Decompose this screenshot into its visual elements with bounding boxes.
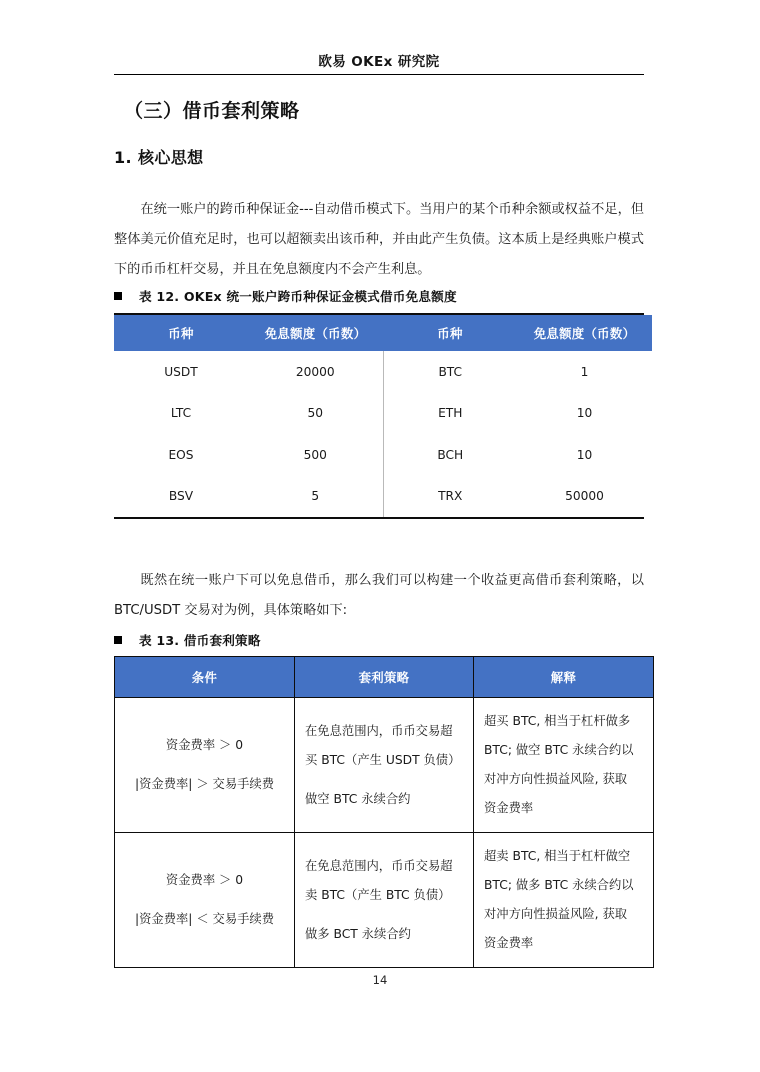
table-12-cell-2-1: 500 [303,447,327,462]
strategy-line: 在免息范围内，币币交易超 [305,723,453,738]
explanation-line: BTC; 做多 BTC 永续合约以 [484,878,634,892]
explanation-line: 资金费率 [484,936,534,950]
table-12-cell-3-3: 50000 [565,489,604,504]
table-12 [114,315,652,517]
explanation-line: 资金费率 [484,801,534,815]
body-paragraph-2: 既然在统一账户下可以免息借币，那么我们可以构建一个收益更高借币套利策略，以 BTC/USDT 交易对为例，具体策略如下: [114,573,644,619]
table-12-col-header-0: 币种 [114,315,248,351]
table-13-header-row [115,657,654,698]
table-12-cell-1-1: 50 [307,406,323,421]
table-13-condition-cell-1 [115,833,295,968]
page-number: 14 [372,973,388,987]
header-rule [114,74,644,75]
explanation-line: 对冲方向性损益风险, 获取 [484,907,628,921]
table-12-cell-2-2: BCH [383,434,517,476]
table-12-cell-1-0: LTC [170,406,192,421]
table-12-cell-0-1: 20000 [295,364,335,379]
subsection-heading: 1. 核心思想 [114,148,204,167]
table-13-head [115,657,654,698]
table-row [114,434,652,476]
table-12-cell-0-2: BTC [383,351,517,393]
table-row [115,698,654,833]
square-bullet-icon [114,292,122,300]
explanation-line: 超买 BTC, 相当于杠杆做多 [484,714,631,728]
table-12-body [114,351,652,517]
explanation-line: BTC; 做空 BTC 永续合约以 [484,743,634,757]
table-row [114,393,652,435]
table-13-condition-cell-0 [115,698,295,833]
table-12-cell-1-2: ETH [383,393,517,435]
table-13-col-header-0: 条件 [115,657,295,698]
table-12-caption [114,286,457,305]
table-13-caption-text: 表 13. 借币套利策略 [139,633,261,648]
square-bullet-icon [114,636,122,644]
condition-line: 资金费率 ＞ 0 [165,738,244,752]
table-12-col-header-2: 币种 [383,315,517,351]
table-12-wrapper [114,313,644,519]
strategy-line: 买 BTC（产生 USDT 负债） [305,752,461,767]
table-row [114,351,652,393]
table-12-cell-3-2: TRX [383,476,517,518]
table-12-cell-0-3: 1 [580,364,589,379]
table-13-caption [114,630,261,649]
table-12-cell-3-1: 5 [311,489,320,504]
table-13 [114,656,654,968]
table-12-cell-3-0: BSV [168,489,194,504]
explanation-line: 超卖 BTC, 相当于杠杆做空 [484,849,631,863]
running-header: 欧易 OKEx 研究院 [318,54,440,70]
table-13-explanation-cell-0 [474,698,654,833]
table-row [115,833,654,968]
table-13-explanation-cell-1 [474,833,654,968]
table-13-col-header-2: 解释 [474,657,654,698]
table-12-cell-0-0: USDT [164,364,198,379]
table-row [114,476,652,518]
table-12-header-row [114,315,652,351]
condition-line: |资金费率| ＜ 交易手续费 [134,912,275,926]
condition-line: 资金费率 ＞ 0 [165,873,244,887]
strategy-line: 卖 BTC（产生 BTC 负债） [305,887,451,902]
table-13-strategy-cell-0 [295,698,474,833]
section-heading: （三）借币套利策略 [124,100,300,122]
strategy-line: 做多 BCT 永续合约 [305,926,411,941]
body-paragraph-1: 在统一账户的跨币种保证金---自动借币模式下。当用户的某个币种余额或权益不足，但整体美元价值充足时，也可以超额卖出该币种，并由此产生负债。这本质上是经典账户模式下的币币杠杆交易，并且在免息额度内不会产生利息。 [114,202,644,278]
strategy-line: 在免息范围内，币币交易超 [305,858,453,873]
table-12-head [114,315,652,351]
table-12-col-header-1: 免息额度（币数） [248,315,383,351]
table-12-col-header-3: 免息额度（币数） [517,315,652,351]
table-12-cell-1-3: 10 [576,406,593,421]
strategy-line: 做空 BTC 永续合约 [305,791,411,806]
table-12-cell-2-3: 10 [576,447,593,462]
condition-line: |资金费率| ＞ 交易手续费 [134,777,275,791]
table-13-strategy-cell-1 [295,833,474,968]
table-13-col-header-1: 套利策略 [295,657,474,698]
table-13-body [115,698,654,968]
table-12-cell-2-0: EOS [168,447,194,462]
explanation-line: 对冲方向性损益风险, 获取 [484,772,628,786]
table-12-caption-text: 表 12. OKEx 统一账户跨币种保证金模式借币免息额度 [139,289,457,304]
